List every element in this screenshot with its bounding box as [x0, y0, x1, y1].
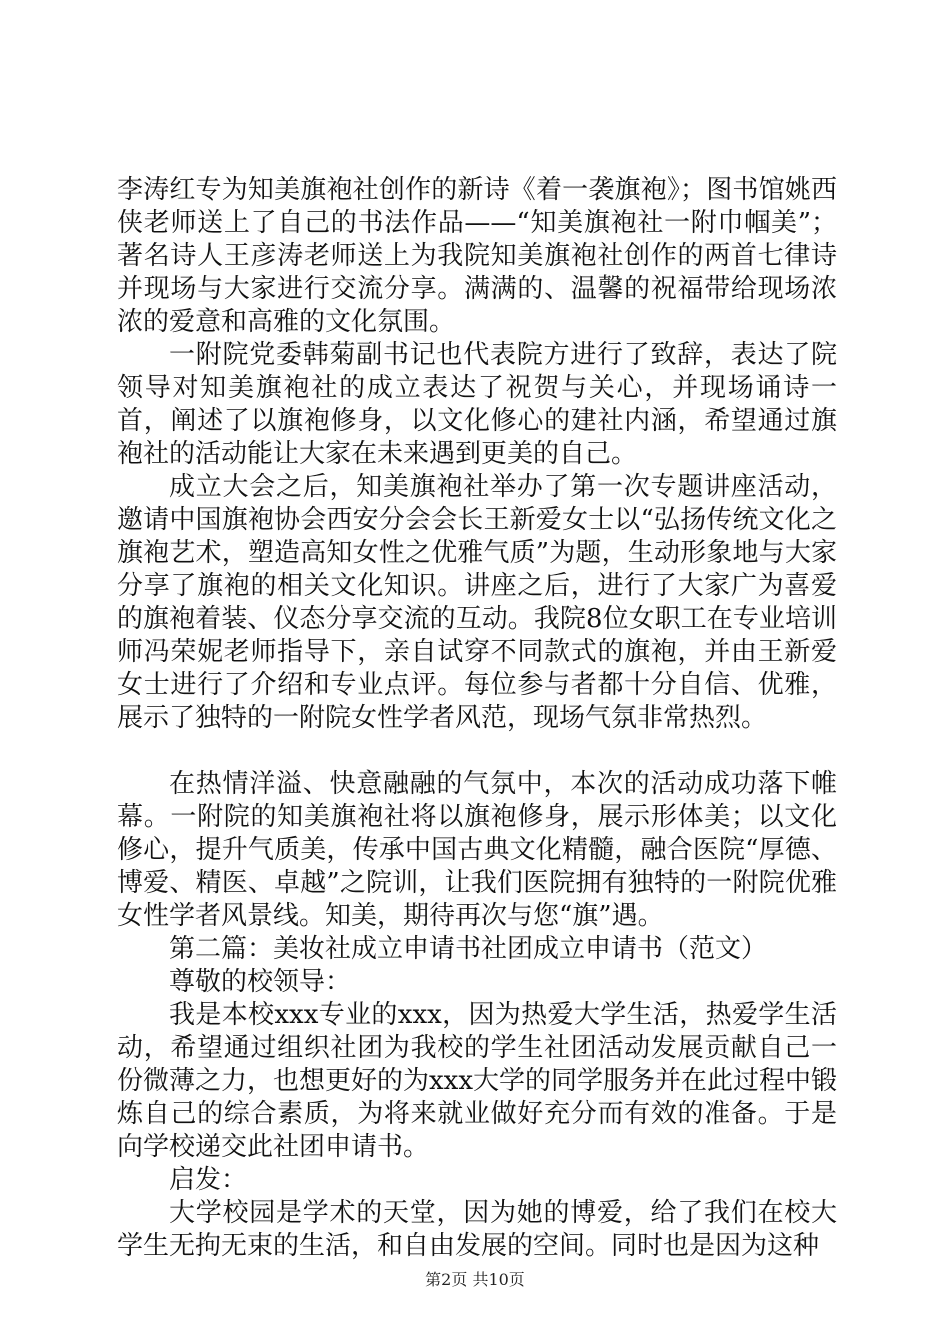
paragraph-application: 我是本校xxx专业的xxx，因为热爱大学生活，热爱学生活动，希望通过组织社团为我校的学生社团活动发展贡献自己一份微薄之力，也想更好的为xxx大学的同学服务并在此过程中锻炼自己的综合素质，为将来就业做好充分而有效的准备。于是向学校递交此社团申请书。: [117, 1000, 837, 1162]
salutation: 尊敬的校领导：: [169, 967, 352, 997]
page-number: 第2页 共10页: [425, 1270, 525, 1289]
subheading-inspiration: 启发：: [169, 1165, 248, 1195]
paragraph-speech: 一附院党委韩菊副书记也代表院方进行了致辞，表达了院领导对知美旗袍社的成立表达了祝贺与关心，并现场诵诗一首，阐述了以旗袍修身，以文化修心的建社内涵，希望通过旗袍社的活动能让大家在未来遇到更美的自己。: [117, 340, 837, 469]
page-footer: [0, 1270, 950, 1290]
paragraph-campus: 大学校园是学术的天堂，因为她的博爱，给了我们在校大学生无拘无束的生活，和自由发展的空间。同时也是因为这种: [117, 1198, 837, 1261]
section-heading: 第二篇：美妆社成立申请书社团成立申请书（范文）: [169, 934, 768, 964]
paragraph-lecture: 成立大会之后，知美旗袍社举办了第一次专题讲座活动，邀请中国旗袍协会西安分会会长王新爱女士以“弘扬传统文化之旗袍艺术，塑造高知女性之优雅气质”为题，生动形象地与大家分享了旗袍的相关文化知识。讲座之后，进行了大家广为喜爱的旗袍着装、仪态分享交流的互动。我院8位女职工在专业培训师冯荣妮老师指导下，亲自试穿不同款式的旗袍，并由王新爱女士进行了介绍和专业点评。每位参与者都十分自信、优雅，展示了独特的一附院女性学者风范，现场气氛非常热烈。: [117, 472, 837, 733]
document-body: [117, 174, 837, 1263]
paragraph-poem-gifts: 李涛红专为知美旗袍社创作的新诗《着一袭旗袍》；图书馆姚西侠老师送上了自己的书法作品——“知美旗袍社一附巾帼美”；著名诗人王彦涛老师送上为我院知美旗袍社创作的两首七律诗并现场与大家进行交流分享。满满的、温馨的祝福带给现场浓浓的爱意和高雅的文化氛围。: [117, 175, 837, 337]
paragraph-closing: 在热情洋溢、快意融融的气氛中，本次的活动成功落下帷幕。一附院的知美旗袍社将以旗袍修身，展示形体美；以文化修心，提升气质美，传承中国古典文化精髓，融合医院“厚德、博爱、精医、卓越”之院训，让我们医院拥有独特的一附院优雅女性学者风景线。知美，期待再次与您“旗”遇。: [117, 769, 837, 931]
